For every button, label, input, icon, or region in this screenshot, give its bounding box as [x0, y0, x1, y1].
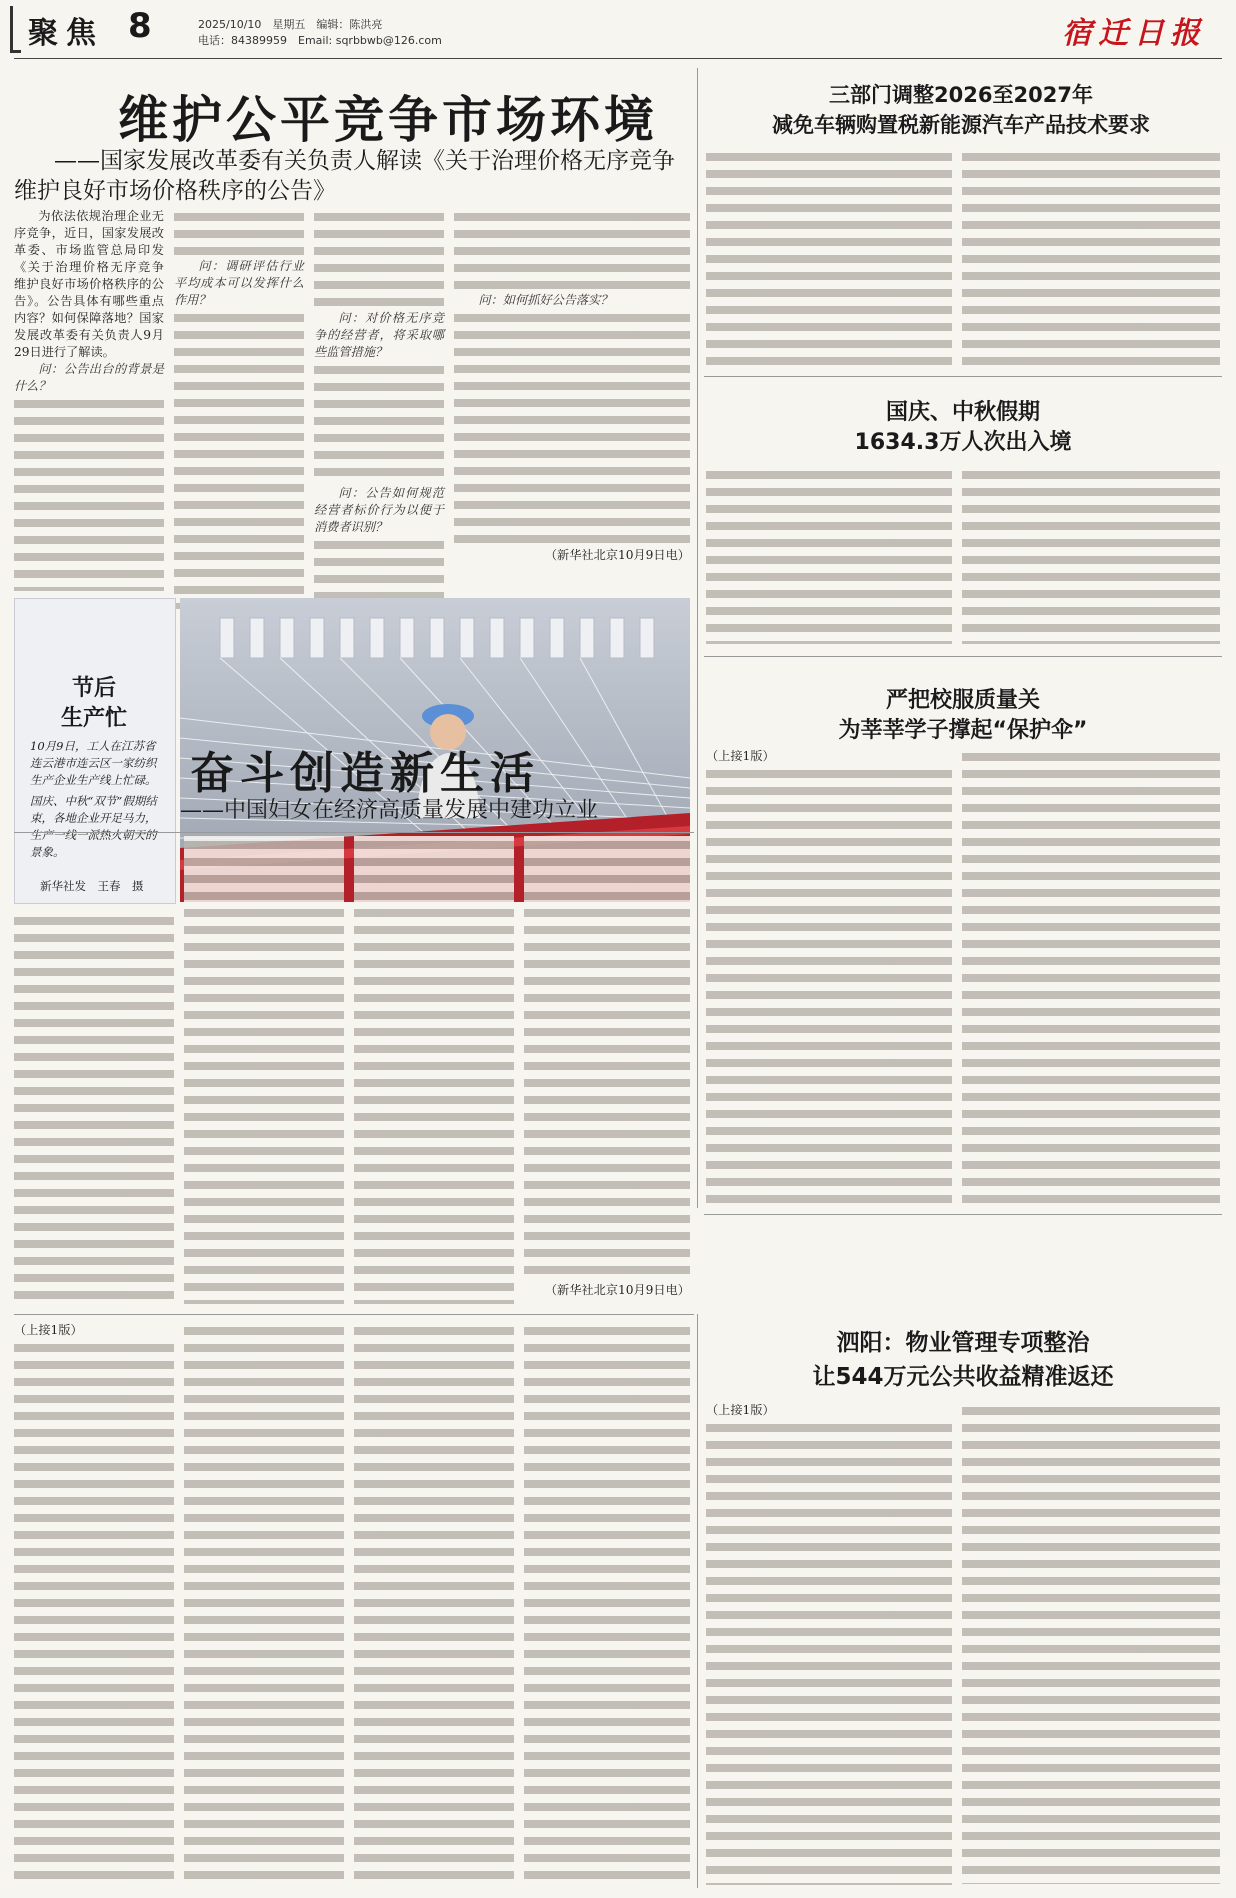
women-body-text — [14, 1339, 174, 1884]
lead-intro: 为依法依规治理企业无序竞争，近日，国家发展改革委、市场监管总局印发《关于治理价格无序竞争 维护良好市场价格秩序的公告》。公告具体有哪些重点内容？如何保障落地？国家发展改革委有关负责人9月29日进行了解读。 — [14, 209, 164, 359]
women-body-text — [184, 836, 344, 1304]
section-divider — [704, 656, 1222, 657]
lead-subtitle-1: ——国家发展改革委有关负责人解读《关于治理价格无序竞争 — [54, 148, 675, 174]
section-divider — [704, 376, 1222, 377]
section-name: 聚焦 — [28, 16, 104, 51]
lead-body-text — [454, 208, 690, 292]
section-bracket — [10, 6, 21, 53]
tax-column-2 — [962, 148, 1220, 366]
tax-headline — [700, 80, 1222, 140]
holiday-column-1 — [706, 466, 952, 644]
women-body-text — [524, 1322, 690, 1884]
tax-headline-2: 减免车辆购置税新能源汽车产品技术要求 — [772, 113, 1150, 137]
page-number: 8 — [128, 6, 152, 46]
women-jump-line: （上接1版） — [14, 1323, 83, 1337]
lead-body-text — [14, 395, 164, 591]
photo-feature-title-1: 节后 — [71, 676, 116, 701]
school-jump-line: （上接1版） — [706, 749, 775, 763]
women-body-text — [354, 1322, 514, 1884]
school-column-1 — [706, 748, 952, 1208]
siyang-jump-line: （上接1版） — [706, 1403, 775, 1417]
siyang-headline — [704, 1326, 1222, 1394]
holiday-body-text — [962, 466, 1220, 644]
school-body-text — [962, 748, 1220, 1204]
holiday-headline — [704, 398, 1222, 458]
contact-line: 电话：84389959 Email: sqrbbwb@126.com — [198, 34, 442, 47]
tax-body-text — [962, 148, 1220, 366]
women-column-4 — [524, 836, 690, 1308]
lead-question-4: 问：公告如何规范经营者标价行为以便于消费者识别？ — [314, 486, 444, 534]
siyang-column-2 — [962, 1402, 1220, 1888]
school-headline-1: 严把校服质量关 — [885, 688, 1040, 713]
women-body-text — [14, 912, 174, 1304]
column-divider — [697, 68, 698, 1208]
school-headline-2: 为莘莘学子撑起“保护伞” — [838, 718, 1088, 743]
women-continued-column-1 — [14, 1322, 174, 1888]
women-body-text — [524, 836, 690, 1282]
siyang-headline-1: 泗阳：物业管理专项整治 — [836, 1330, 1090, 1356]
women-continued-column-4 — [524, 1322, 690, 1888]
lead-body-text — [314, 208, 444, 310]
section-divider — [14, 832, 694, 833]
lead-question-3: 问：对价格无序竞争的经营者，将采取哪些监管措施？ — [314, 311, 444, 359]
paper-logo: 宿迁日报 — [1062, 16, 1206, 51]
photo-caption-2: 国庆、中秋“双节”假期结束，各地企业开足马力，生产一线一派热火朝天的景象。 — [30, 794, 157, 859]
lead-headline: 维护公平竞争市场环境 — [118, 91, 658, 149]
lead-column-1 — [14, 208, 164, 592]
masthead — [0, 0, 1236, 62]
lead-column-3 — [314, 208, 444, 592]
lead-column-2 — [174, 208, 304, 592]
women-body-text — [184, 1322, 344, 1884]
lead-column-4 — [454, 208, 690, 592]
siyang-column-1 — [706, 1402, 952, 1888]
women-continued-column-2 — [184, 1322, 344, 1888]
tax-headline-1: 三部门调整2026至2027年 — [829, 83, 1093, 107]
lead-question-1: 问：公告出台的背景是什么？ — [14, 362, 164, 393]
school-column-2 — [962, 748, 1220, 1208]
holiday-headline-2: 1634.3万人次出入境 — [854, 430, 1072, 455]
lead-body-text — [454, 309, 690, 547]
holiday-headline-1: 国庆、中秋假期 — [885, 400, 1040, 425]
lead-source: （新华社北京10月9日电） — [544, 548, 690, 562]
women-column-2 — [184, 836, 344, 1308]
lead-subtitle-2: 维护良好市场价格秩序的公告》 — [14, 178, 336, 204]
lead-body-text — [174, 208, 304, 258]
women-source: （新华社北京10月9日电） — [544, 1283, 690, 1297]
women-continued-column-3 — [354, 1322, 514, 1888]
date-line: 2025/10/10 星期五 编辑：陈洪亮 — [198, 18, 383, 31]
lead-body-text — [174, 309, 304, 609]
tax-body-text — [706, 148, 952, 366]
women-column-1 — [14, 912, 174, 1308]
women-subtitle: ——中国妇女在经济高质量发展中建功立业 — [180, 798, 599, 823]
lead-question-5: 问：如何抓好公告落实？ — [478, 293, 613, 307]
photo-feature-title-2: 生产忙 — [60, 706, 127, 731]
women-body-text — [354, 836, 514, 1304]
school-headline — [704, 686, 1222, 746]
lead-body-text — [314, 361, 444, 485]
column-divider — [697, 1314, 698, 1888]
women-column-3 — [354, 836, 514, 1308]
holiday-column-2 — [962, 466, 1220, 644]
school-body-text — [706, 765, 952, 1205]
tax-column-1 — [706, 148, 952, 366]
siyang-headline-2: 让544万元公共收益精准返还 — [812, 1364, 1114, 1390]
masthead-rule — [14, 58, 1222, 59]
photo-caption — [30, 738, 162, 861]
siyang-body-text — [706, 1419, 952, 1885]
section-divider — [704, 1214, 1222, 1215]
photo-feature-title — [14, 674, 174, 734]
women-headline: 奋斗创造新生活 — [190, 748, 540, 799]
section-divider — [14, 1314, 694, 1315]
siyang-body-text — [962, 1402, 1220, 1884]
photo-caption-1: 10月9日，工人在江苏省连云港市连云区一家纺织生产企业生产线上忙碌。 — [30, 739, 157, 787]
photo-credit: 新华社发 王春 摄 — [40, 879, 144, 893]
holiday-body-text — [706, 466, 952, 644]
lead-question-2: 问：调研评估行业平均成本可以发挥什么作用？ — [174, 259, 304, 307]
